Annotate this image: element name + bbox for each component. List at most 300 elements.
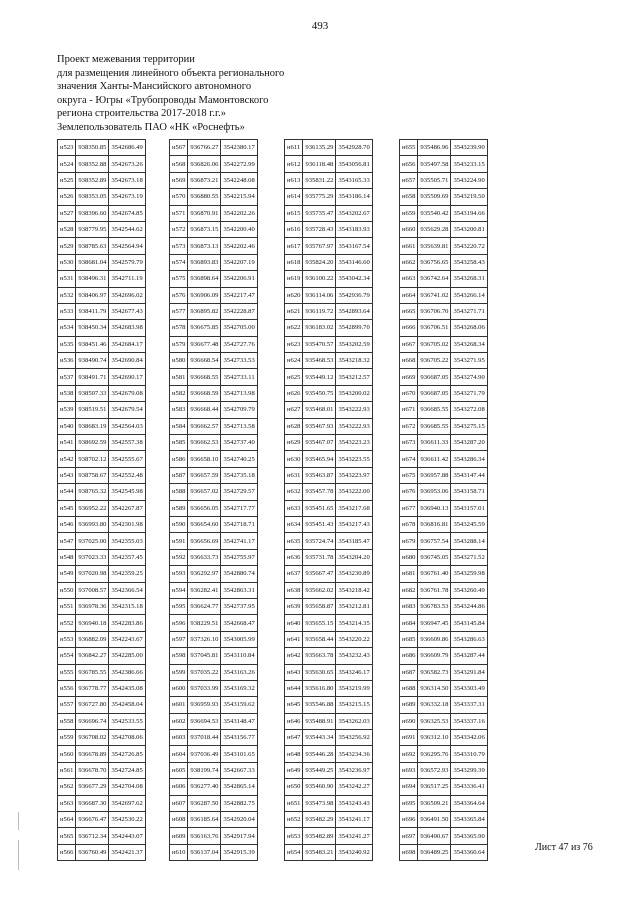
table-row <box>58 451 146 467</box>
x-coordinate-cell: 937018.44 <box>188 730 221 746</box>
header-line: региона строительства 2017-2018 г.г.» <box>57 108 226 119</box>
y-coordinate-cell: 3543287.44 <box>451 648 487 664</box>
point-id-cell: н571 <box>170 205 188 221</box>
y-coordinate-cell: 3542366.54 <box>109 582 145 598</box>
table-row <box>170 172 258 188</box>
table-row <box>170 369 258 385</box>
x-coordinate-cell: 935728.43 <box>303 221 336 237</box>
point-id-cell: н585 <box>170 435 188 451</box>
table-row <box>58 828 146 844</box>
y-coordinate-cell: 3542301.98 <box>109 516 145 532</box>
x-coordinate-cell: 936677.48 <box>188 336 221 352</box>
x-coordinate-cell: 938352.89 <box>76 172 109 188</box>
x-coordinate-cell: 936685.55 <box>418 402 451 418</box>
point-id-cell: н618 <box>285 254 303 270</box>
y-coordinate-cell: 3543271.79 <box>451 385 487 401</box>
table-row <box>170 205 258 221</box>
x-coordinate-cell: 935483.21 <box>303 844 336 860</box>
x-coordinate-cell: 936957.88 <box>418 467 451 483</box>
y-coordinate-cell: 3542726.85 <box>109 746 145 762</box>
x-coordinate-cell: 936959.93 <box>188 697 221 713</box>
table-row <box>400 582 488 598</box>
table-row <box>285 598 373 614</box>
y-coordinate-cell: 3543365.90 <box>451 828 487 844</box>
point-id-cell: н677 <box>400 500 418 516</box>
table-row <box>285 746 373 762</box>
point-id-cell: н609 <box>170 828 188 844</box>
y-coordinate-cell: 3542711.19 <box>109 271 145 287</box>
table-row <box>285 795 373 811</box>
y-coordinate-cell: 3542283.86 <box>109 615 145 631</box>
point-id-cell: н525 <box>58 172 76 188</box>
table-row <box>400 795 488 811</box>
point-id-cell: н612 <box>285 156 303 172</box>
x-coordinate-cell: 935465.94 <box>303 451 336 467</box>
table-row <box>170 320 258 336</box>
point-id-cell: н554 <box>58 648 76 664</box>
table-row <box>170 812 258 828</box>
point-id-cell: н664 <box>400 287 418 303</box>
y-coordinate-cell: 3542421.37 <box>109 844 145 860</box>
table-row <box>170 451 258 467</box>
point-id-cell: н540 <box>58 418 76 434</box>
point-id-cell: н630 <box>285 451 303 467</box>
table-row <box>170 516 258 532</box>
table-row <box>58 287 146 303</box>
y-coordinate-cell: 3542737.40 <box>221 435 257 451</box>
table-row <box>170 730 258 746</box>
y-coordinate-cell: 3542267.87 <box>109 500 145 516</box>
table-row <box>400 369 488 385</box>
x-coordinate-cell: 936295.76 <box>418 746 451 762</box>
point-id-cell: н586 <box>170 451 188 467</box>
y-coordinate-cell: 3542215.94 <box>221 189 257 205</box>
x-coordinate-cell: 936760.49 <box>76 844 109 860</box>
table-row <box>170 435 258 451</box>
point-id-cell: н650 <box>285 779 303 795</box>
table-row <box>285 566 373 582</box>
x-coordinate-cell: 935473.98 <box>303 795 336 811</box>
point-id-cell: н590 <box>170 516 188 532</box>
table-row <box>170 615 258 631</box>
x-coordinate-cell: 936292.97 <box>188 566 221 582</box>
x-coordinate-cell: 936312.10 <box>418 730 451 746</box>
x-coordinate-cell: 936785.55 <box>76 664 109 680</box>
table-row <box>400 140 488 156</box>
table-row <box>400 467 488 483</box>
x-coordinate-cell: 936491.50 <box>418 812 451 828</box>
x-coordinate-cell: 936662.53 <box>188 435 221 451</box>
table-row <box>285 189 373 205</box>
x-coordinate-cell: 935468.01 <box>303 402 336 418</box>
y-coordinate-cell: 3542709.79 <box>221 402 257 418</box>
point-id-cell: н580 <box>170 353 188 369</box>
point-id-cell: н662 <box>400 254 418 270</box>
y-coordinate-cell: 3543337.31 <box>451 697 487 713</box>
table-row <box>58 713 146 729</box>
point-id-cell: н560 <box>58 746 76 762</box>
table-row <box>285 500 373 516</box>
page-number: 493 <box>311 20 329 32</box>
table-row <box>285 221 373 237</box>
x-coordinate-cell: 936742.64 <box>418 271 451 287</box>
y-coordinate-cell: 3543147.44 <box>451 467 487 483</box>
point-id-cell: н563 <box>58 795 76 811</box>
y-coordinate-cell: 3542928.70 <box>336 140 372 156</box>
x-coordinate-cell: 935449.12 <box>303 369 336 385</box>
y-coordinate-cell: 3543246.17 <box>336 664 372 680</box>
table-row <box>170 238 258 254</box>
point-id-cell: н654 <box>285 844 303 860</box>
y-coordinate-cell: 3542315.18 <box>109 598 145 614</box>
x-coordinate-cell: 935658.87 <box>303 598 336 614</box>
margin-mark <box>18 812 19 830</box>
point-id-cell: н678 <box>400 516 418 532</box>
x-coordinate-cell: 935667.47 <box>303 566 336 582</box>
table-row <box>58 189 146 205</box>
y-coordinate-cell: 3542674.85 <box>109 205 145 221</box>
table-row <box>400 156 488 172</box>
table-row <box>400 746 488 762</box>
x-coordinate-cell: 936873.15 <box>188 221 221 237</box>
table-row <box>400 353 488 369</box>
y-coordinate-cell: 3543217.43 <box>336 516 372 532</box>
y-coordinate-cell: 3542355.03 <box>109 533 145 549</box>
table-row <box>285 303 373 319</box>
y-coordinate-cell: 3543167.54 <box>336 238 372 254</box>
y-coordinate-cell: 3543268.06 <box>451 320 487 336</box>
point-id-cell: н653 <box>285 828 303 844</box>
x-coordinate-cell: 935546.88 <box>303 697 336 713</box>
table-row <box>285 435 373 451</box>
table-row <box>400 303 488 319</box>
point-id-cell: н647 <box>285 730 303 746</box>
table-row <box>170 844 258 860</box>
header-line: Землепользователь ПАО «НК «Роснефть» <box>57 121 245 133</box>
x-coordinate-cell: 936761.78 <box>418 582 451 598</box>
x-coordinate-cell: 936953.06 <box>418 484 451 500</box>
y-coordinate-cell: 3543165.33 <box>336 172 372 188</box>
y-coordinate-cell: 3542206.91 <box>221 271 257 287</box>
y-coordinate-cell: 3543274.90 <box>451 369 487 385</box>
point-id-cell: н686 <box>400 648 418 664</box>
table-row <box>285 369 373 385</box>
table-row <box>58 484 146 500</box>
x-coordinate-cell: 936705.22 <box>418 353 451 369</box>
x-coordinate-cell: 935467.07 <box>303 435 336 451</box>
table-row <box>58 353 146 369</box>
table-row <box>170 779 258 795</box>
x-coordinate-cell: 936761.40 <box>418 566 451 582</box>
point-id-cell: н564 <box>58 812 76 828</box>
y-coordinate-cell: 3543364.64 <box>451 795 487 811</box>
y-coordinate-cell: 3543218.32 <box>336 353 372 369</box>
x-coordinate-cell: 935831.22 <box>303 172 336 188</box>
y-coordinate-cell: 3542228.87 <box>221 303 257 319</box>
point-id-cell: н680 <box>400 549 418 565</box>
y-coordinate-cell: 3543236.97 <box>336 762 372 778</box>
x-coordinate-cell: 938490.74 <box>76 353 109 369</box>
x-coordinate-cell: 936712.34 <box>76 828 109 844</box>
point-id-cell: н623 <box>285 336 303 352</box>
point-id-cell: н539 <box>58 402 76 418</box>
point-id-cell: н668 <box>400 353 418 369</box>
y-coordinate-cell: 3543240.92 <box>336 844 372 860</box>
table-row <box>58 566 146 582</box>
y-coordinate-cell: 3543272.08 <box>451 402 487 418</box>
y-coordinate-cell: 3542530.22 <box>109 812 145 828</box>
point-id-cell: н550 <box>58 582 76 598</box>
y-coordinate-cell: 3542727.76 <box>221 336 257 352</box>
y-coordinate-cell: 3543336.41 <box>451 779 487 795</box>
table-row <box>58 320 146 336</box>
point-id-cell: н605 <box>170 762 188 778</box>
y-coordinate-cell: 3543218.42 <box>336 582 372 598</box>
x-coordinate-cell: 935662.02 <box>303 582 336 598</box>
table-row <box>400 828 488 844</box>
table-row <box>400 484 488 500</box>
point-id-cell: н626 <box>285 385 303 401</box>
y-coordinate-cell: 3543224.90 <box>451 172 487 188</box>
table-row <box>170 746 258 762</box>
point-id-cell: н533 <box>58 303 76 319</box>
point-id-cell: н697 <box>400 828 418 844</box>
x-coordinate-cell: 936668.59 <box>188 385 221 401</box>
table-row <box>170 680 258 696</box>
point-id-cell: н627 <box>285 402 303 418</box>
point-id-cell: н589 <box>170 500 188 516</box>
x-coordinate-cell: 936668.44 <box>188 402 221 418</box>
point-id-cell: н643 <box>285 664 303 680</box>
x-coordinate-cell: 936675.85 <box>188 320 221 336</box>
y-coordinate-cell: 3542673.18 <box>109 172 145 188</box>
x-coordinate-cell: 936277.40 <box>188 779 221 795</box>
x-coordinate-cell: 936163.76 <box>188 828 221 844</box>
y-coordinate-cell: 3542729.57 <box>221 484 257 500</box>
x-coordinate-cell: 935629.28 <box>418 221 451 237</box>
y-coordinate-cell: 3543266.14 <box>451 287 487 303</box>
point-id-cell: н651 <box>285 795 303 811</box>
x-coordinate-cell: 935540.42 <box>418 205 451 221</box>
x-coordinate-cell: 936183.02 <box>303 320 336 336</box>
y-coordinate-cell: 3543212.81 <box>336 598 372 614</box>
x-coordinate-cell: 936119.72 <box>303 303 336 319</box>
y-coordinate-cell: 3543202.67 <box>336 205 372 221</box>
table-row <box>170 303 258 319</box>
table-row <box>400 762 488 778</box>
y-coordinate-cell: 3542533.55 <box>109 713 145 729</box>
table-row <box>285 156 373 172</box>
x-coordinate-cell: 935655.15 <box>303 615 336 631</box>
y-coordinate-cell: 3543262.03 <box>336 713 372 729</box>
x-coordinate-cell: 935443.34 <box>303 730 336 746</box>
x-coordinate-cell: 936882.09 <box>76 631 109 647</box>
x-coordinate-cell: 935467.93 <box>303 418 336 434</box>
y-coordinate-cell: 3542380.17 <box>221 140 257 156</box>
point-id-cell: н594 <box>170 582 188 598</box>
table-row <box>285 762 373 778</box>
table-row <box>400 500 488 516</box>
point-id-cell: н652 <box>285 812 303 828</box>
table-row <box>58 533 146 549</box>
x-coordinate-cell: 936668.55 <box>188 369 221 385</box>
x-coordinate-cell: 938496.31 <box>76 271 109 287</box>
x-coordinate-cell: 936678.70 <box>76 762 109 778</box>
table-row <box>285 402 373 418</box>
y-coordinate-cell: 3542893.64 <box>336 303 372 319</box>
y-coordinate-cell: 3542690.17 <box>109 369 145 385</box>
y-coordinate-cell: 3542248.08 <box>221 172 257 188</box>
table-row <box>58 746 146 762</box>
x-coordinate-cell: 938199.74 <box>188 762 221 778</box>
point-id-cell: н604 <box>170 746 188 762</box>
table-row <box>400 631 488 647</box>
y-coordinate-cell: 3543271.52 <box>451 549 487 565</box>
table-row <box>58 812 146 828</box>
y-coordinate-cell: 3542544.62 <box>109 221 145 237</box>
table-row <box>285 418 373 434</box>
point-id-cell: н606 <box>170 779 188 795</box>
point-id-cell: н543 <box>58 467 76 483</box>
y-coordinate-cell: 3542673.19 <box>109 189 145 205</box>
point-id-cell: н665 <box>400 303 418 319</box>
table-row <box>58 844 146 860</box>
x-coordinate-cell: 936287.50 <box>188 795 221 811</box>
y-coordinate-cell: 3543230.89 <box>336 566 372 582</box>
point-id-cell: н645 <box>285 697 303 713</box>
x-coordinate-cell: 936657.02 <box>188 484 221 500</box>
y-coordinate-cell: 3543286.34 <box>451 451 487 467</box>
table-row <box>170 271 258 287</box>
y-coordinate-cell: 3543183.93 <box>336 221 372 237</box>
x-coordinate-cell: 936609.79 <box>418 648 451 664</box>
y-coordinate-cell: 3543156.77 <box>221 730 257 746</box>
y-coordinate-cell: 3542733.53 <box>221 353 257 369</box>
point-id-cell: н679 <box>400 533 418 549</box>
point-id-cell: н561 <box>58 762 76 778</box>
point-id-cell: н616 <box>285 221 303 237</box>
point-id-cell: н579 <box>170 336 188 352</box>
header-line: округа - Югры «Трубопроводы Мамонтовского <box>57 94 269 106</box>
x-coordinate-cell: 936757.54 <box>418 533 451 549</box>
point-id-cell: н693 <box>400 762 418 778</box>
x-coordinate-cell: 936489.25 <box>418 844 451 860</box>
point-id-cell: н691 <box>400 730 418 746</box>
point-id-cell: н607 <box>170 795 188 811</box>
table-row <box>170 336 258 352</box>
y-coordinate-cell: 3543244.86 <box>451 598 487 614</box>
x-coordinate-cell: 937025.00 <box>76 533 109 549</box>
x-coordinate-cell: 937035.22 <box>188 664 221 680</box>
y-coordinate-cell: 3543288.14 <box>451 533 487 549</box>
y-coordinate-cell: 3543268.31 <box>451 271 487 287</box>
table-row <box>285 254 373 270</box>
point-id-cell: н655 <box>400 140 418 156</box>
table-row <box>58 500 146 516</box>
point-id-cell: н558 <box>58 713 76 729</box>
point-id-cell: н575 <box>170 271 188 287</box>
header-line: Проект межевания территории <box>57 54 195 65</box>
y-coordinate-cell: 3543159.62 <box>221 697 257 713</box>
table-row <box>58 369 146 385</box>
point-id-cell: н546 <box>58 516 76 532</box>
x-coordinate-cell: 936572.93 <box>418 762 451 778</box>
x-coordinate-cell: 936490.67 <box>418 828 451 844</box>
table-row <box>170 418 258 434</box>
y-coordinate-cell: 3543271.71 <box>451 303 487 319</box>
y-coordinate-cell: 3543342.06 <box>451 730 487 746</box>
point-id-cell: н557 <box>58 697 76 713</box>
table-row <box>170 795 258 811</box>
point-id-cell: н578 <box>170 320 188 336</box>
x-coordinate-cell: 936137.04 <box>188 844 221 860</box>
y-coordinate-cell: 3543303.49 <box>451 680 487 696</box>
point-id-cell: н542 <box>58 451 76 467</box>
point-id-cell: н559 <box>58 730 76 746</box>
table-row <box>285 582 373 598</box>
y-coordinate-cell: 3543286.63 <box>451 631 487 647</box>
x-coordinate-cell: 936678.89 <box>76 746 109 762</box>
point-id-cell: н596 <box>170 615 188 631</box>
x-coordinate-cell: 936656.05 <box>188 500 221 516</box>
point-id-cell: н667 <box>400 336 418 352</box>
table-row <box>58 680 146 696</box>
table-row <box>285 631 373 647</box>
y-coordinate-cell: 3543258.43 <box>451 254 487 270</box>
margin-mark <box>18 840 19 870</box>
y-coordinate-cell: 3543163.26 <box>221 664 257 680</box>
point-id-cell: н534 <box>58 320 76 336</box>
point-id-cell: н656 <box>400 156 418 172</box>
point-id-cell: н676 <box>400 484 418 500</box>
point-id-cell: н553 <box>58 631 76 647</box>
y-coordinate-cell: 3542217.47 <box>221 287 257 303</box>
point-id-cell: н690 <box>400 713 418 729</box>
point-id-cell: н628 <box>285 418 303 434</box>
y-coordinate-cell: 3543365.84 <box>451 812 487 828</box>
y-coordinate-cell: 3543260.49 <box>451 582 487 598</box>
table-row <box>58 664 146 680</box>
x-coordinate-cell: 936517.25 <box>418 779 451 795</box>
table-row <box>285 320 373 336</box>
y-coordinate-cell: 3542920.04 <box>221 812 257 828</box>
x-coordinate-cell: 936135.29 <box>303 140 336 156</box>
x-coordinate-cell: 936314.50 <box>418 680 451 696</box>
x-coordinate-cell: 935451.65 <box>303 500 336 516</box>
table-row <box>285 844 373 860</box>
table-row <box>170 402 258 418</box>
y-coordinate-cell: 3543268.34 <box>451 336 487 352</box>
point-id-cell: н633 <box>285 500 303 516</box>
y-coordinate-cell: 3542717.77 <box>221 500 257 516</box>
point-id-cell: н574 <box>170 254 188 270</box>
table-row <box>58 762 146 778</box>
table-row <box>170 254 258 270</box>
y-coordinate-cell: 3543219.50 <box>451 189 487 205</box>
x-coordinate-cell: 938352.88 <box>76 156 109 172</box>
y-coordinate-cell: 3543204.20 <box>336 549 372 565</box>
x-coordinate-cell: 936873.21 <box>188 172 221 188</box>
x-coordinate-cell: 935724.74 <box>303 533 336 549</box>
x-coordinate-cell: 935731.78 <box>303 549 336 565</box>
point-id-cell: н555 <box>58 664 76 680</box>
point-id-cell: н634 <box>285 516 303 532</box>
y-coordinate-cell: 3542564.94 <box>109 238 145 254</box>
point-id-cell: н683 <box>400 598 418 614</box>
y-coordinate-cell: 3543222.93 <box>336 402 372 418</box>
table-row <box>400 812 488 828</box>
point-id-cell: н547 <box>58 533 76 549</box>
